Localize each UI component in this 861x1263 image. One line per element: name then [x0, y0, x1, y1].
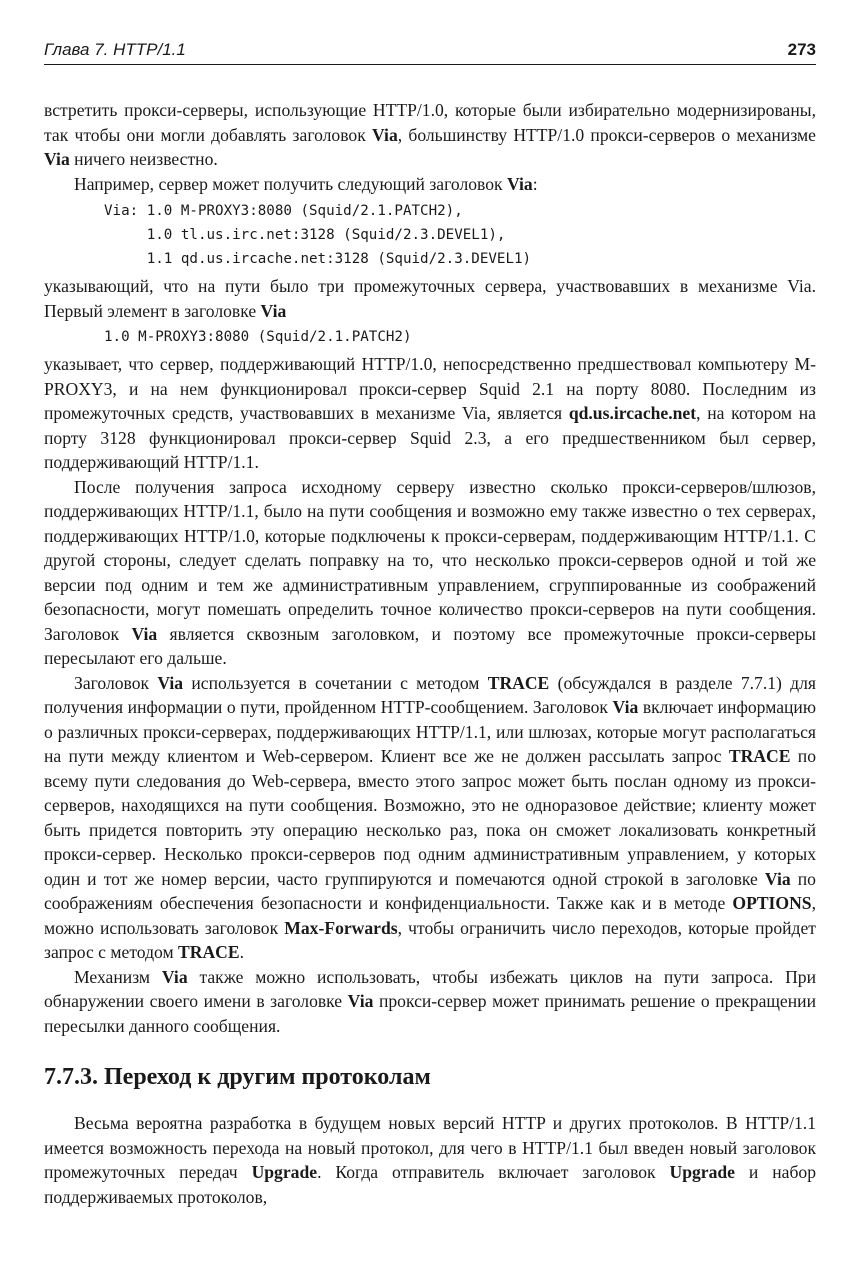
- bold-term: Via: [131, 623, 158, 644]
- bold-term: qd.us.ircache.net: [568, 403, 697, 423]
- paragraph-8: [44, 1111, 816, 1209]
- body-text: [44, 98, 816, 1209]
- text-run: , можно использовать заголовок: [44, 893, 816, 938]
- bold-term: Via: [764, 868, 791, 889]
- text-run: включает информацию о различных прокси-серверах, поддерживающих HTTP/1.1, или шлюзах, которые могут располагаться на пути между клиентом и Web-сервером. Клиент все же не должен рассылать запрос: [44, 697, 816, 766]
- text-run: является сквозным заголовком, и поэтому все промежуточные прокси-серверы пересылают его дальше.: [44, 623, 816, 668]
- running-head: [44, 40, 816, 64]
- code-block-first-element: 1.0 M-PROXY3:8080 (Squid/2.1.PATCH2): [104, 329, 412, 345]
- text-run: После получения запроса исходному серверу известно сколько прокси-серверов/шлюзов, поддерживающих HTTP/1.1, было на пути сообщения и возможно ему также известно о тех серверах, поддерживающих HTTP/1.0, которые подключены к прокси-серверам, поддерживающим HTTP/1.1. С другой стороны, следует сделать поправку на то, что несколько прокси-серверов одной и той же версии под одним и тем же административным управлением, сгруппированные из соображений безопасности, могут помешать определить точное количество прокси-серверов на пути сообщения. Заголовок: [44, 476, 816, 644]
- bold-term: Upgrade: [669, 1162, 735, 1182]
- text-run: ничего неизвестно.: [69, 149, 218, 169]
- bold-term: OPTIONS: [732, 893, 812, 913]
- section-heading: 7.7.3. Переход к другим протоколам: [44, 1064, 431, 1090]
- code-block-via-header: Via: 1.0 M-PROXY3:8080 (Squid/2.1.PATCH2), 1.0 tl.us.irc.net:3128 (Squid/2.3.DEVEL1), 1.1 qd.us.ircache.net:3128 (Squid/2.3.DEVEL1): [104, 203, 532, 267]
- bold-term: Max-Forwards: [284, 917, 398, 938]
- text-run: , чтобы ограничить число переходов, которые пройдет запрос с методом: [44, 917, 817, 962]
- text-run: используется в сочетании с методом: [183, 672, 488, 693]
- text-run: , большинству HTTP/1.0 прокси-серверов о механизме: [397, 124, 816, 145]
- bold-term: Via: [347, 991, 374, 1011]
- bold-term: Via: [372, 124, 398, 145]
- bold-term: Via: [44, 149, 70, 169]
- bold-term: Via: [157, 672, 184, 693]
- text-run: . Когда отправитель включает заголовок: [317, 1162, 670, 1182]
- text-run: Заголовок: [74, 672, 158, 693]
- header-rule: [44, 64, 816, 65]
- paragraph-5: [44, 475, 816, 671]
- text-run: по соображениям обеспечения безопасности и конфиденциальности. Также как и в методе: [44, 868, 816, 913]
- page-number: 273: [787, 40, 816, 59]
- bold-term: Via: [161, 966, 188, 987]
- paragraph-4: [44, 352, 816, 475]
- bold-term: Via: [506, 173, 533, 194]
- text-run: .: [239, 942, 245, 962]
- bold-term: Upgrade: [251, 1162, 318, 1182]
- text-run: также можно использовать, чтобы избежать циклов на пути запроса. При обнаружении своего имени в заголовке: [44, 966, 816, 1011]
- bold-term: TRACE: [728, 746, 791, 766]
- text-run: указывает, что сервер, поддерживающий HTTP/1.0, непосредственно предшествовал компьютеру M-PROXY3, и на нем функционировал прокси-сервер Squid 2.1 на порту 8080. Последним из промежуточных средств, участвовавших в механизме Via, является: [44, 354, 816, 423]
- paragraph-6: [44, 671, 816, 965]
- bold-term: TRACE: [178, 942, 240, 962]
- text-run: и набор поддерживаемых протоколов,: [44, 1162, 816, 1207]
- text-run: , на котором на порту 3128 функционировал прокси-сервер Squid 2.3, а его предшественником был сервер, поддерживающий HTTP/1.1.: [44, 403, 816, 472]
- text-run: :: [532, 173, 538, 194]
- text-run: Механизм: [74, 966, 162, 987]
- text-run: (обсуждался в разделе 7.7.1) для получения информации о пути, пройденном HTTP-сообщением. Заголовок: [44, 672, 816, 717]
- text-run: прокси-сервер может принимать решение о прекращении пересылки данного сообщения.: [44, 991, 816, 1036]
- text-run: Весьма вероятна разработка в будущем новых версий HTTP и других протоколов. В HTTP/1.1 имеется возможность перехода на новый протокол, для чего в HTTP/1.1 был введен новый заголовок промежуточных передач: [44, 1113, 816, 1182]
- bold-term: Via: [612, 697, 639, 717]
- bold-term: Via: [260, 300, 287, 321]
- paragraph-2: [44, 172, 816, 197]
- text-run: указывающий, что на пути было три промежуточных сервера, участвовавших в механизме Via. Первый элемент в заголовке: [44, 276, 816, 321]
- paragraph-3: [44, 274, 816, 323]
- paragraph-7: [44, 965, 816, 1039]
- chapter-title: Глава 7. HTTP/1.1: [44, 40, 186, 59]
- paragraph-1: [44, 98, 816, 172]
- text-run: встретить прокси-серверы, использующие HTTP/1.0, которые были избирательно модернизированы, так чтобы они могли добавлять заголовок: [44, 100, 816, 145]
- text-run: Например, сервер может получить следующий заголовок: [74, 173, 507, 194]
- text-run: по всему пути следования до Web-сервера, вместо этого запрос может быть послан одному из прокси-серверов, находящихся на пути сообщения. Возможно, это не одноразовое действие; клиенту может быть придется повторить эту операцию несколько раз, пока он сможет локализовать конкретный прокси-сервер. Несколько прокси-серверов под одним административным управлением, у которых один и тот же номер версии, часто группируются и помечаются одной строкой в заголовке: [44, 746, 816, 889]
- bold-term: TRACE: [487, 672, 550, 693]
